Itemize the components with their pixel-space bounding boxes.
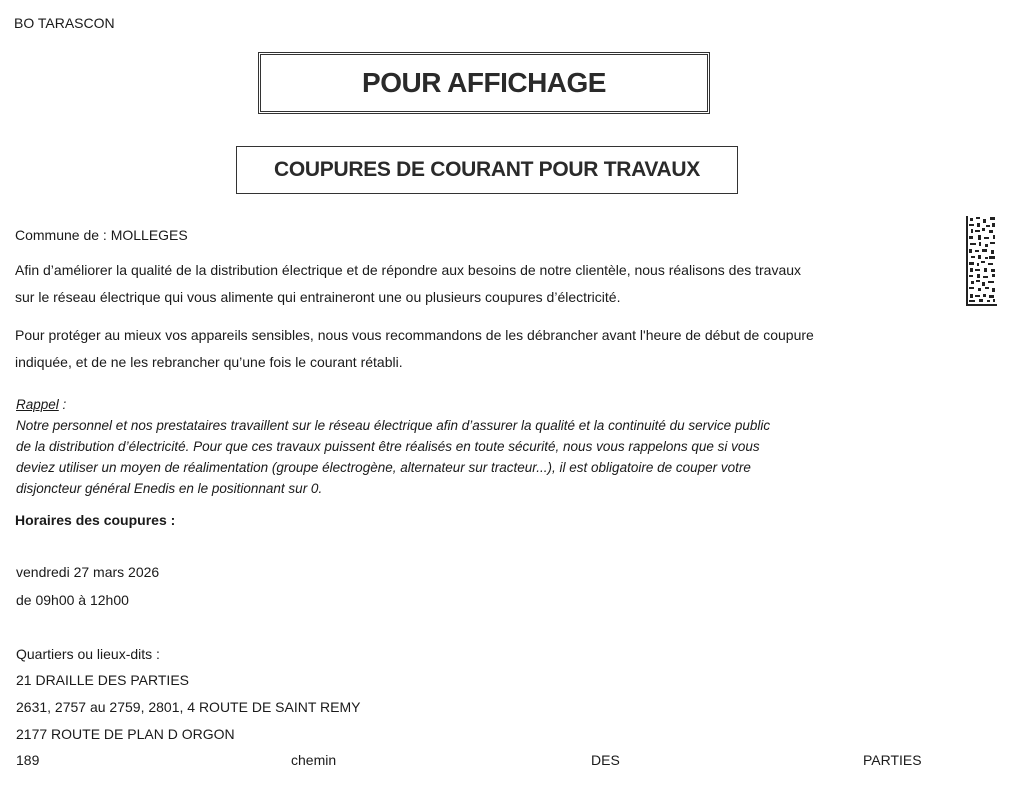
- location-last-type: chemin: [291, 752, 337, 768]
- rappel-line-1: Notre personnel et nos prestataires travaillent sur le réseau électrique afin d’assurer la qualité et la continuité du service public: [16, 418, 771, 433]
- paragraph-intro-line-1: Afin d’améliorer la qualité de la distribution électrique et de répondre aux besoins de notre clientèle, nous réalisons des travaux: [15, 262, 802, 278]
- paragraph-intro-line-2: sur le réseau électrique qui vous alimente qui entraineront une ou plusieurs coupures d’électricité.: [15, 289, 621, 305]
- schedule-time: de 09h00 à 12h00: [16, 592, 129, 608]
- rappel-line-4: disjoncteur général Enedis en le positionnant sur 0.: [16, 481, 323, 496]
- main-title-box: [258, 52, 710, 114]
- paragraph-intro: [15, 257, 935, 311]
- schedule-heading: Horaires des coupures :: [15, 512, 176, 528]
- rappel-label: Rappel: [16, 397, 59, 412]
- rappel-line-3: deviez utiliser un moyen de réalimentation (groupe électrogène, alternateur sur tracteur...), il est obligatoire de couper votre: [16, 460, 751, 475]
- rappel-section: [16, 394, 936, 499]
- location-last-word: DES: [591, 752, 620, 768]
- paragraph-advice-line-1: Pour protéger au mieux vos appareils sensibles, nous vous recommandons de les débrancher avant l'heure de début de coupure: [15, 327, 814, 343]
- rappel-line-2: de la distribution d’électricité. Pour que ces travaux puissent être réalisés en toute sécurité, nous vous rappelons que si vous: [16, 439, 760, 454]
- locations-heading: Quartiers ou lieux-dits :: [16, 646, 160, 662]
- paragraph-advice: [15, 322, 935, 376]
- datamatrix-code-icon: [966, 216, 997, 306]
- rappel-colon: :: [58, 397, 67, 412]
- commune-label: Commune de : MOLLEGES: [15, 227, 188, 243]
- main-title: POUR AFFICHAGE: [362, 67, 606, 98]
- organization-label: BO TARASCON: [14, 15, 115, 31]
- rappel-heading: [16, 394, 936, 415]
- location-last-number: 189: [16, 752, 40, 768]
- subtitle-box: [236, 146, 738, 194]
- location-item: 21 DRAILLE DES PARTIES: [16, 672, 189, 688]
- subtitle: COUPURES DE COURANT POUR TRAVAUX: [274, 158, 700, 181]
- schedule-date: vendredi 27 mars 2026: [16, 564, 160, 580]
- location-item: 2631, 2757 au 2759, 2801, 4 ROUTE DE SAINT REMY: [16, 699, 361, 715]
- location-last-name: PARTIES: [863, 752, 922, 768]
- location-item: 2177 ROUTE DE PLAN D ORGON: [16, 726, 235, 742]
- paragraph-advice-line-2: indiquée, et de ne les rebrancher qu’une fois le courant rétabli.: [15, 354, 403, 370]
